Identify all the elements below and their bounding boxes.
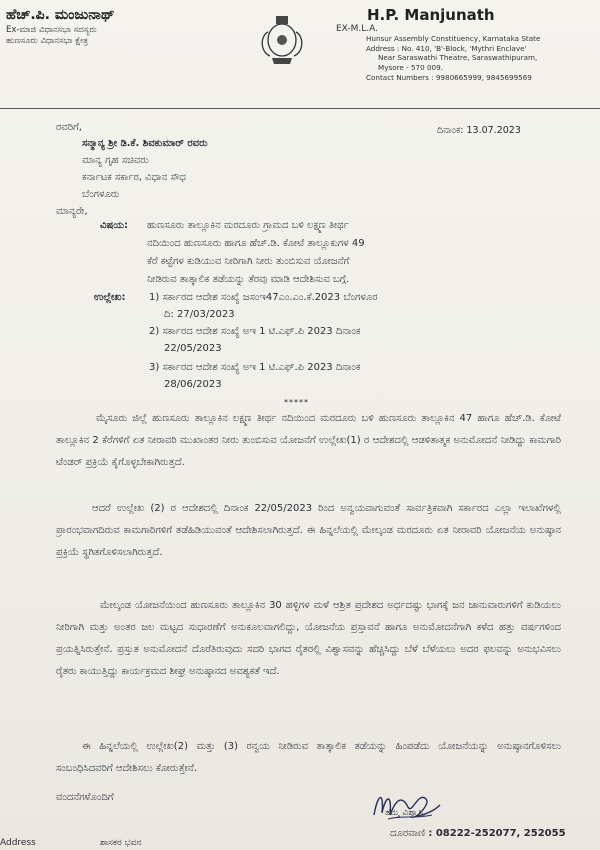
subject-line: ಕೆರೆ ಕಟ್ಟೆಗಳ ಕುಡಿಯುವ ನೀರಿಗಾಗಿ ನೀರು ತುಂಬಿಸುವ ಯೋಜನೆಗೆ [147,256,350,267]
ex-prefix: Ex- [6,24,20,35]
address-line: Near Saraswathi Theatre, Saraswathipuram, [378,53,538,63]
karnataka-emblem-icon [256,12,308,66]
addressee-line: ಮಾನ್ಯ ಗೃಹ ಸಚಿವರು [82,155,149,166]
signature [368,785,443,827]
body-paragraph: ಆದರೆ ಉಲ್ಲೇಖ (2) ರ ಆದೇಶದಲ್ಲಿ ದಿನಾಂಕ 22/05/2023 ರಿಂದ ಅನ್ವಯವಾಗುವಂತೆ ಸಾರ್ವತ್ರಿಕವಾಗಿ ಸರ್ಕಾರದ ಎಲ್ಲಾ ಇಲಾಖೆಗಳಲ್ಲಿ ಪ್ರಾರಂಭವಾಗದಿರುವ ಕಾಮಗಾರಿಗಳಿಗೆ ತಡೆಹಿಡಿಯುವಂತೆ ಆದೇಶಿಸಲಾಗಿರುತ್ತದೆ. ಈ ಹಿನ್ನಲೆಯಲ್ಲಿ ಮೇಲ್ಕಂಡ ಮರದೂರು ಏತ ನೀರಾವರಿ ಯೋಜನೆಯ ಅನುಷ್ಠಾನ ಪ್ರಕ್ರಿಯೆ ಸ್ಥಗಿತಗೊಳಿಸಲಾಗಿರುತ್ತದೆ. [56,503,561,558]
sender-name-english: H.P. Manjunath [367,6,495,24]
footer-address-label: Address [0,838,36,848]
title-kannada: ಮಾಜಿ ವಿಧಾನಸಭಾ ಸದಸ್ಯರು [19,24,97,35]
body-paragraph: ಈ ಹಿನ್ನಲೆಯಲ್ಲಿ ಉಲ್ಲೇಖ(2) ಮತ್ತು (3) ರನ್ವಯ ನೀಡಿರುವ ತಾತ್ಕಾಲಿಕ ತಡೆಯನ್ನು ಹಿಂಪಡೆದು ಯೋಜನೆಯನ್ನು ಅನುಷ್ಠಾನಗೊಳಿಸಲು ಸಂಬಂಧಿಸಿದವರಿಗೆ ಆದೇಶಿಸಲು ಕೋರುತ್ತೇನೆ. [56,741,561,774]
footer-legislator-label: ಶಾಸಕರ ಭವನ [100,838,142,848]
subject-line: ನೀಡಿರುವ ತಾತ್ಕಾಲಿಕ ತಡೆಯನ್ನು ತೆರವು ಮಾಡಿ ಆದೇಶಿಸುವ ಬಗ್ಗೆ. [147,274,350,285]
letterhead-right [336,6,598,83]
addressee-line: ಸನ್ಮಾನ್ಯ ಶ್ರೀ ಡಿ.ಕೆ. ಶಿವಕುಮಾರ್ ರವರು [82,138,208,149]
subject-line: ನದಿಯಿಂದ ಹುಣಸೂರು ಹಾಗೂ ಹೆಚ್.ಡಿ. ಕೋಟೆ ತಾಲ್ಲೂಕುಗಳ 49 [147,238,365,249]
letterhead-divider [0,108,600,109]
sender-name-kannada: ಹೆಚ್.ಪಿ. ಮಂಜುನಾಥ್ [6,7,115,23]
reference-line: 2) ಸರ್ಕಾರದ ಆದೇಶ ಸಂಖ್ಯೆ ಅಇ 1 ಟಿ.ಎಫ್.ಪಿ 2023 ದಿನಾಂಕ [149,326,361,337]
reference-line: 3) ಸರ್ಕಾರದ ಆದೇಶ ಸಂಖ್ಯೆ ಅಇ 1 ಟಿ.ಎಫ್.ಪಿ 2023 ದಿನಾಂಕ [149,362,361,373]
address-line: Mysore - 570 009. [378,63,443,73]
to-label: ರವರಿಗೆ, [56,122,82,133]
letter-date: ದಿನಾಂಕ: 13.07.2023 [437,125,521,136]
greeting: ಮಾನ್ಯರೇ, [56,206,88,217]
closing: ವಂದನೆಗಳೊಂದಿಗೆ [56,792,114,803]
body-paragraph: ಮೈಸೂರು ಜಿಲ್ಲೆ ಹುಣಸೂರು ತಾಲ್ಲೂಕಿನ ಲಕ್ಷ್ಮಣ ತೀರ್ಥ ನದಿಯಿಂದ ಮರದೂರು ಬಳಿ ಹುಣಸೂರು ತಾಲ್ಲೂಕಿನ 47 ಹಾಗೂ ಹೆಚ್.ಡಿ. ಕೋಟೆ ತಾಲ್ಲೂಕಿನ 2 ಕೆರೆಗಳಿಗೆ ಏತ ನೀರಾವರಿ ಮುಖಾಂತರ ನೀರು ತುಂಬಿಸುವ ಯೋಜನೆಗೆ ಉಲ್ಲೇಖ(1) ರ ಆದೇಶದಲ್ಲಿ ಆಡಳಿತಾತ್ಮಕ ಅನುಮೋದನೆ ನೀಡಿದ್ದು ಕಾಮಗಾರಿ ಟೆಂಡರ್ ಪ್ರಕ್ರಿಯೆ ಕೈಗೊಳ್ಳಬೇಕಾಗಿರುತ್ತದೆ. [56,413,561,468]
addressee-line: ಬೆಂಗಳೂರು [82,189,120,200]
subject-label: ವಿಷಯ: [100,220,128,231]
letterhead-left [6,6,115,48]
reference-label: ಉಲ್ಲೇಖ: [94,292,126,303]
sender-address [362,34,598,83]
address-line: Address : No. 410, 'B'-Block, 'Mythri Enclave' [366,43,527,53]
address-line: Contact Numbers : 9980665999, 9845699569 [366,72,532,82]
sender-title-kannada [6,25,115,36]
phone-label: ದೂರವಾಣಿ [390,828,426,839]
sender-constituency-kannada: ಹುಣಸೂರು ವಿಧಾನಸಭಾ ಕ್ಷೇತ್ರ [6,36,88,47]
addressee-line: ಕರ್ನಾಟಕ ಸರ್ಕಾರ, ವಿಧಾನ ಸೌಧ [82,172,186,183]
phone-line [390,828,566,839]
reference-date: 22/05/2023 [164,343,222,354]
address-line: Hunsur Assembly Constituency, Karnataka State [366,34,541,43]
reference-date: ದಿ: 27/03/2023 [164,309,235,320]
signature-label: ತಮ್ಮ ವಿಶ್ವಾಸಿ, [385,808,426,818]
body-paragraph: ಮೇಲ್ಕಂಡ ಯೋಜನೆಯಿಂದ ಹುಣಸೂರು ತಾಲ್ಲೂಕಿನ 30 ಹಳ್ಳಿಗಳ ಮಳೆ ಆಶ್ರಿತ ಪ್ರದೇಶದ ಅರ್ಧದಷ್ಟು ಭಾಗಕ್ಕೆ ಜನ ಜಾನುವಾರುಗಳಿಗೆ ಕುಡಿಯಲು ನೀರಿಗಾಗಿ ಮತ್ತು ಅಂತರ ಜಲ ಮಟ್ಟದ ಸುಧಾರಣೆಗೆ ಅನುಕೂಲವಾಗಲಿದ್ದು, ಯೋಜನೆಯ ಪ್ರಸ್ತಾವನೆ ಹಾಗೂ ಅನುಮೋದನೆಗಾಗಿ ಕಳೆದ ಹತ್ತು ವರ್ಷಗಳಿಂದ ಪ್ರಯತ್ನಿಸಿರುತ್ತೇನೆ. ಪ್ರಸ್ತುತ ಅನುಮೋದನೆ ದೊರೆತಿರುವುದು ಸದರಿ ಭಾಗದ ರೈತರಲ್ಲಿ ವಿಶ್ವಾಸವನ್ನು ಹೆಚ್ಚಿಸಿದ್ದು ಬೆಳೆ ಬೆಳೆಯಲು ಅದರ ಫಲವನ್ನು ಅನುಭವಿಸಲು ರೈತರು ಕಾಯುತ್ತಿದ್ದು ಕಾರ್ಯಕ್ರಮದ ಶೀಘ್ರ ಅನುಷ್ಠಾನದ ಅವಶ್ಯಕತೆ ಇದೆ. [56,600,561,677]
sender-title-english: EX-M.L.A. [336,24,379,34]
reference-line: 1) ಸರ್ಕಾರದ ಆದೇಶ ಸಂಖ್ಯೆ ಜಸಂಇ47ಎಂ.ಎಂ.ಕೆ.2023 ಬೆಂಗಳೂರ [149,292,378,303]
subject-line: ಹುಣಸೂರು ತಾಲ್ಲೂಕಿನ ಮರದೂರು ಗ್ರಾಮದ ಬಳಿ ಲಕ್ಷ್ಮಣ ತೀರ್ಥ [147,220,349,231]
reference-date: 28/06/2023 [164,379,222,390]
phone-number: : 08222-252077, 252055 [428,828,566,839]
section-separator: ***** [284,398,309,407]
